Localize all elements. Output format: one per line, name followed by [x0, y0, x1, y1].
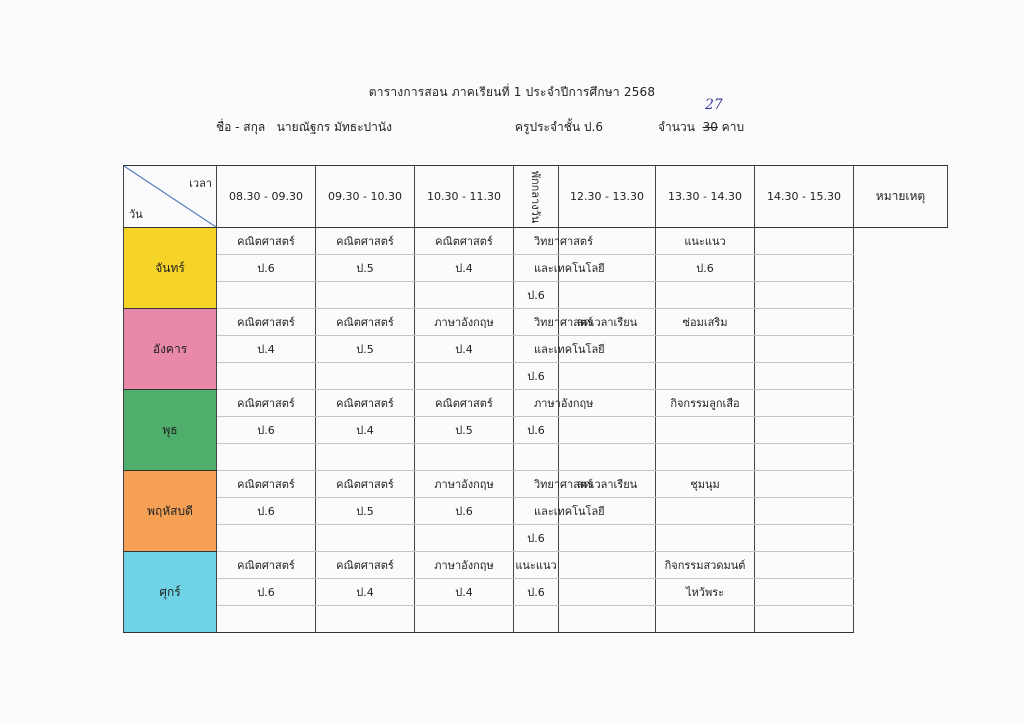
- schedule-cell: [559, 282, 656, 309]
- schedule-cell: ซ่อมเสริม: [656, 309, 755, 336]
- schedule-cell: [316, 363, 415, 390]
- schedule-cell: [415, 282, 514, 309]
- schedule-cell: ป.6: [514, 363, 559, 390]
- period-header: 14.30 - 15.30: [755, 166, 854, 228]
- schedule-cell: [316, 606, 415, 633]
- period-header: 13.30 - 14.30: [656, 166, 755, 228]
- schedule-cell: วิทยาศาสตร์: [514, 471, 559, 498]
- remark-cell: [755, 336, 854, 363]
- schedule-cell: [217, 525, 316, 552]
- schedule-cell: และเทคโนโลยี: [514, 255, 559, 282]
- schedule-cell: ลดเวลาเรียน: [559, 471, 656, 498]
- name-value: นายณัฐกร มัทธะปานัง: [276, 120, 392, 134]
- schedule-cell: ภาษาอังกฤษ: [415, 552, 514, 579]
- schedule-cell: ป.4: [415, 579, 514, 606]
- count-unit: คาบ: [721, 120, 745, 134]
- remark-cell: [755, 363, 854, 390]
- schedule-cell: [415, 363, 514, 390]
- schedule-cell: [217, 444, 316, 471]
- schedule-cell: คณิตศาสตร์: [415, 390, 514, 417]
- schedule-cell: คณิตศาสตร์: [217, 471, 316, 498]
- schedule-cell: [217, 363, 316, 390]
- period-header: 08.30 - 09.30: [217, 166, 316, 228]
- teaching-schedule-table: [123, 165, 948, 633]
- schedule-cell: คณิตศาสตร์: [217, 228, 316, 255]
- schedule-cell: [559, 606, 656, 633]
- schedule-cell: [559, 525, 656, 552]
- schedule-cell: คณิตศาสตร์: [316, 471, 415, 498]
- period-header: 10.30 - 11.30: [415, 166, 514, 228]
- remark-cell: [755, 525, 854, 552]
- schedule-cell: แนะแนว: [514, 552, 559, 579]
- schedule-cell: [415, 444, 514, 471]
- remark-cell: [755, 498, 854, 525]
- schedule-cell: แนะแนว: [656, 228, 755, 255]
- schedule-cell: [559, 417, 656, 444]
- table-row: [124, 363, 948, 390]
- schedule-cell: ป.6: [514, 282, 559, 309]
- schedule-cell: คณิตศาสตร์: [415, 228, 514, 255]
- schedule-cell: [217, 606, 316, 633]
- table-row: [124, 228, 948, 255]
- document-title: ตารางการสอน ภาคเรียนที่ 1 ประจำปีการศึกษา 2568: [368, 85, 656, 99]
- table-row: [124, 498, 948, 525]
- table-row: [124, 579, 948, 606]
- period-header: 12.30 - 13.30: [559, 166, 656, 228]
- schedule-cell: [656, 444, 755, 471]
- schedule-cell: ป.6: [217, 417, 316, 444]
- schedule-cell: ป.5: [415, 417, 514, 444]
- schedule-cell: ป.6: [415, 498, 514, 525]
- remark-cell: [755, 417, 854, 444]
- schedule-cell: คณิตศาสตร์: [316, 552, 415, 579]
- schedule-cell: [559, 552, 656, 579]
- schedule-cell: ป.4: [217, 336, 316, 363]
- schedule-cell: ป.4: [415, 255, 514, 282]
- table-row: [124, 417, 948, 444]
- schedule-cell: ภาษาอังกฤษ: [514, 390, 559, 417]
- schedule-cell: ป.5: [316, 255, 415, 282]
- schedule-cell: [559, 444, 656, 471]
- remark-cell: [755, 255, 854, 282]
- schedule-cell: [316, 282, 415, 309]
- schedule-cell: ป.6: [514, 525, 559, 552]
- schedule-cell: คณิตศาสตร์: [217, 309, 316, 336]
- schedule-cell: ป.4: [316, 579, 415, 606]
- period-count-line: [658, 118, 744, 137]
- handwritten-count-correction: 27: [705, 97, 723, 113]
- schedule-cell: [656, 363, 755, 390]
- schedule-cell: [656, 282, 755, 309]
- remark-cell: [755, 282, 854, 309]
- schedule-cell: ป.5: [316, 336, 415, 363]
- schedule-cell: ภาษาอังกฤษ: [415, 309, 514, 336]
- schedule-cell: คณิตศาสตร์: [217, 552, 316, 579]
- table-row: [124, 336, 948, 363]
- schedule-cell: ป.5: [316, 498, 415, 525]
- schedule-cell: [656, 606, 755, 633]
- class-teacher-label: ครูประจำชั้น ป.6: [515, 120, 603, 134]
- schedule-cell: คณิตศาสตร์: [316, 390, 415, 417]
- schedule-cell: ลดเวลาเรียน: [559, 309, 656, 336]
- schedule-cell: [514, 606, 559, 633]
- remark-cell: [755, 606, 854, 633]
- table-row: [124, 444, 948, 471]
- period-header: 09.30 - 10.30: [316, 166, 415, 228]
- schedule-cell: และเทคโนโลยี: [514, 498, 559, 525]
- table-row: [124, 390, 948, 417]
- schedule-cell: วิทยาศาสตร์: [514, 228, 559, 255]
- table-row: [124, 525, 948, 552]
- schedule-cell: [316, 525, 415, 552]
- schedule-cell: [656, 525, 755, 552]
- schedule-cell: [217, 282, 316, 309]
- remark-cell: [755, 471, 854, 498]
- table-row: [124, 471, 948, 498]
- remark-cell: [755, 552, 854, 579]
- day-label-cell: พฤหัสบดี: [124, 471, 217, 552]
- remark-header: หมายเหตุ: [854, 166, 948, 228]
- schedule-cell: [316, 444, 415, 471]
- schedule-cell: กิจกรรมลูกเสือ: [656, 390, 755, 417]
- table-row: [124, 309, 948, 336]
- schedule-cell: ภาษาอังกฤษ: [415, 471, 514, 498]
- schedule-cell: ป.6: [217, 255, 316, 282]
- name-label: ชื่อ - สกุล: [216, 120, 266, 134]
- corner-day-label: วัน: [129, 208, 143, 221]
- schedule-cell: [656, 417, 755, 444]
- schedule-cell: [415, 606, 514, 633]
- schedule-cell: [559, 363, 656, 390]
- remark-cell: [755, 390, 854, 417]
- day-label-cell: จันทร์: [124, 228, 217, 309]
- remark-cell: [755, 309, 854, 336]
- table-row: [124, 552, 948, 579]
- schedule-cell: คณิตศาสตร์: [316, 228, 415, 255]
- schedule-cell: ป.6: [217, 579, 316, 606]
- header-row: [124, 166, 948, 228]
- schedule-cell: ป.4: [415, 336, 514, 363]
- schedule-cell: คณิตศาสตร์: [217, 390, 316, 417]
- schedule-cell: ป.6: [656, 255, 755, 282]
- schedule-cell: ป.6: [514, 579, 559, 606]
- schedule-cell: ไหว้พระ: [656, 579, 755, 606]
- remark-cell: [755, 444, 854, 471]
- remark-cell: [755, 228, 854, 255]
- schedule-cell: ชุมนุม: [656, 471, 755, 498]
- schedule-cell: ป.6: [514, 417, 559, 444]
- schedule-cell: [514, 444, 559, 471]
- table-row: [124, 255, 948, 282]
- schedule-cell: และเทคโนโลยี: [514, 336, 559, 363]
- table-row: [124, 606, 948, 633]
- day-label-cell: พุธ: [124, 390, 217, 471]
- corner-cell: [124, 166, 217, 228]
- teacher-name-line: [216, 118, 392, 137]
- remark-cell: [755, 579, 854, 606]
- count-label: จำนวน: [658, 120, 695, 134]
- schedule-cell: ป.4: [316, 417, 415, 444]
- schedule-cell: [656, 498, 755, 525]
- schedule-cell: [415, 525, 514, 552]
- schedule-cell: วิทยาศาสตร์: [514, 309, 559, 336]
- schedule-cell: ป.6: [217, 498, 316, 525]
- corner-time-label: เวลา: [189, 177, 212, 190]
- day-label-cell: ศุกร์: [124, 552, 217, 633]
- schedule-cell: [656, 336, 755, 363]
- lunch-break-column: [514, 166, 559, 228]
- schedule-cell: คณิตศาสตร์: [316, 309, 415, 336]
- count-original-struck: 30: [702, 120, 718, 134]
- table-row: [124, 282, 948, 309]
- day-label-cell: อังคาร: [124, 309, 217, 390]
- lunch-break-label: พักกลางวัน: [529, 170, 542, 223]
- schedule-cell: กิจกรรมสวดมนต์: [656, 552, 755, 579]
- schedule-cell: [559, 579, 656, 606]
